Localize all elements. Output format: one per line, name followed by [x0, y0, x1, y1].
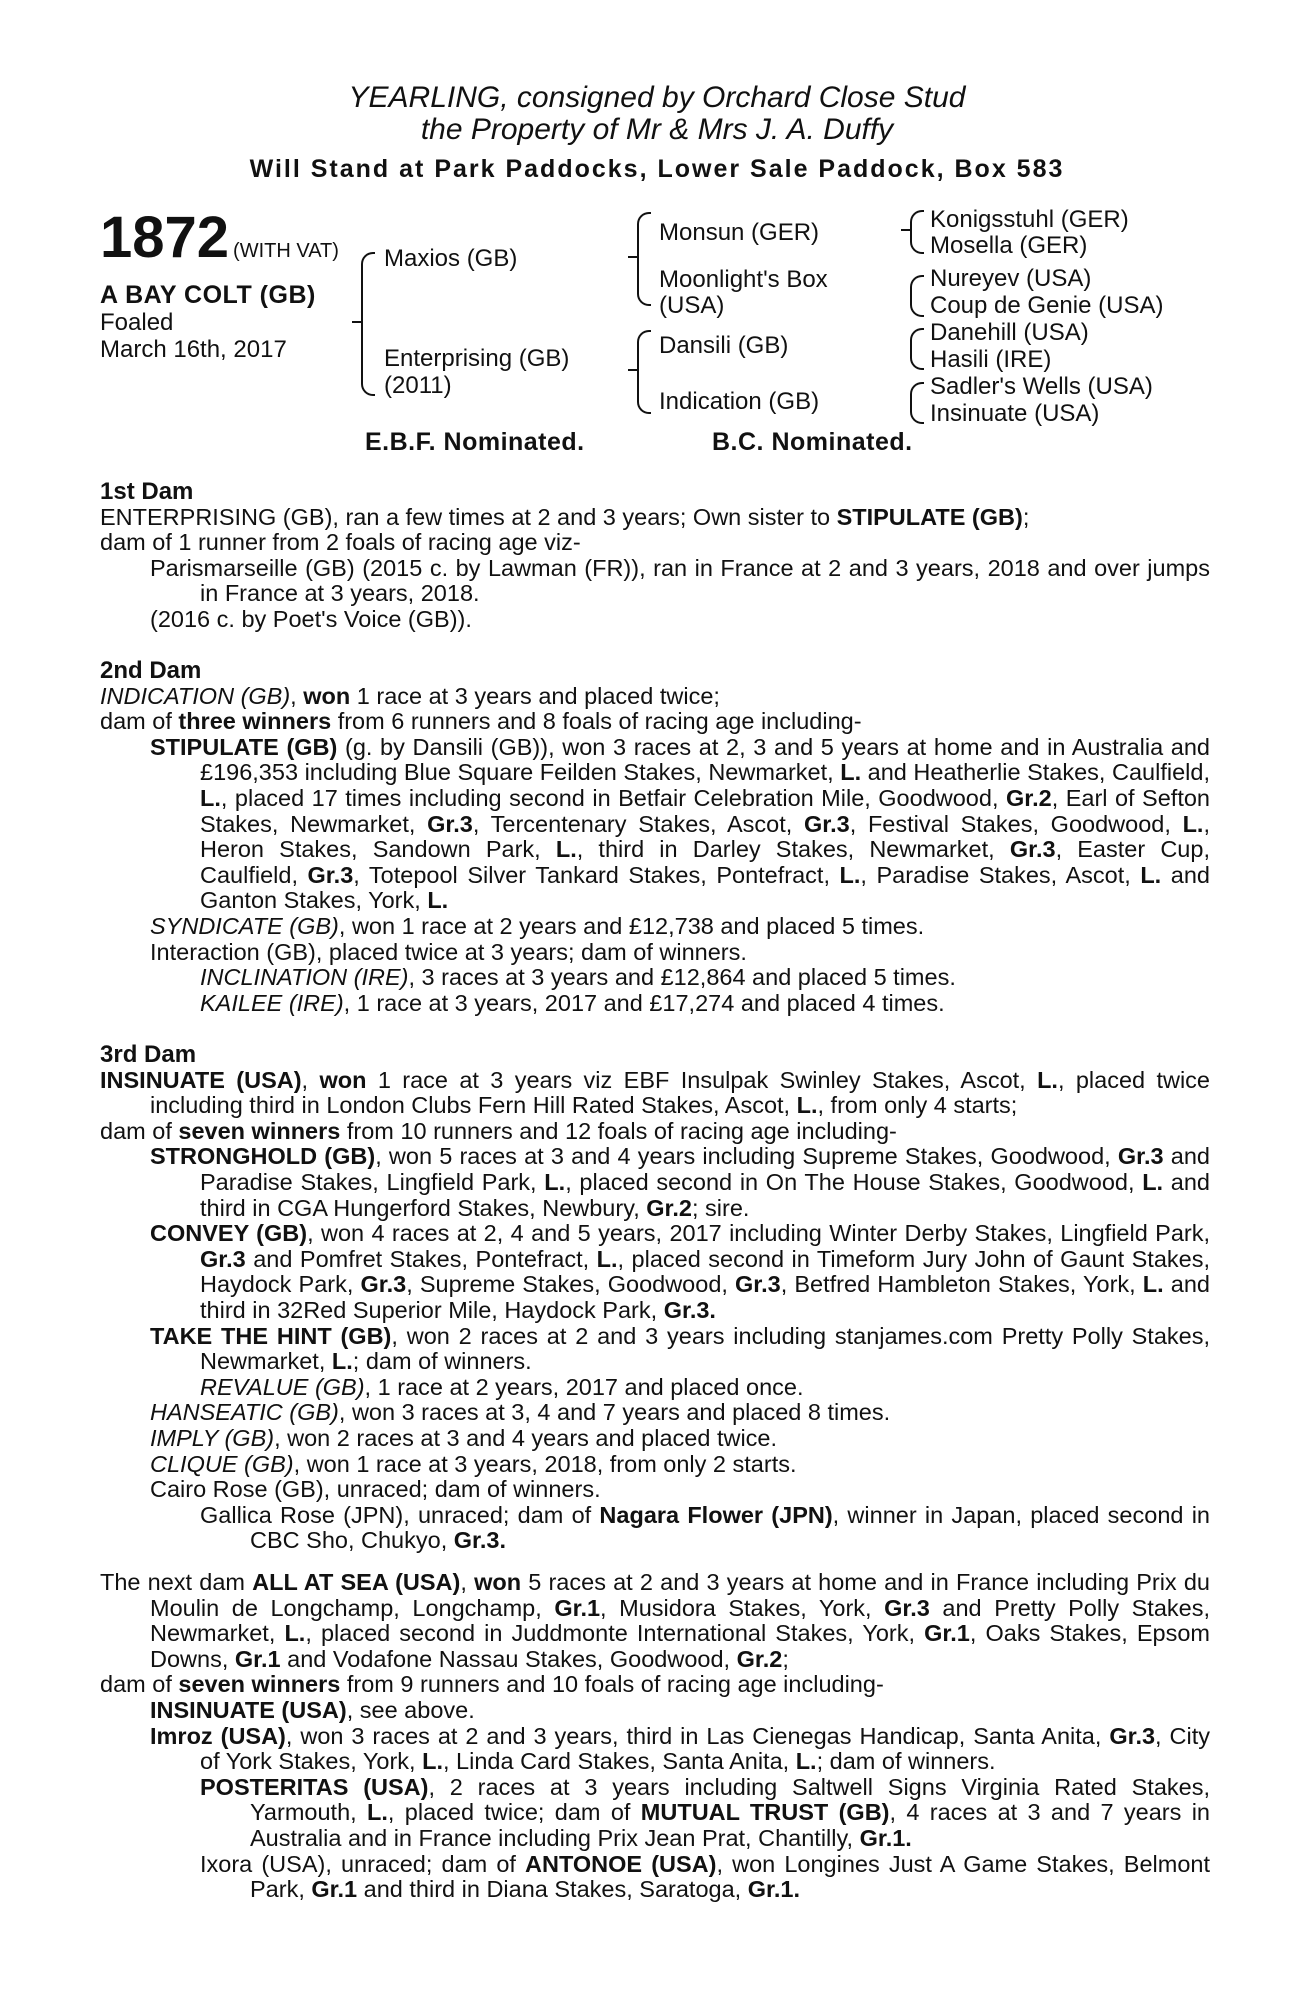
produce-entry: TAKE THE HINT (GB), won 2 races at 2 and 3 years including stanjames.com Pretty Polly Stakes, Newmarket, L.; dam of winners.: [150, 1322, 1210, 1375]
second-dam-section: [100, 658, 1210, 1016]
consignor-line: YEARLING, consigned by Orchard Close Stud: [348, 81, 966, 114]
lot-info: [100, 205, 339, 363]
produce-entry: IMPLY (GB), won 2 races at 3 and 4 years and placed twice.: [150, 1424, 778, 1451]
lot-number: 1872: [100, 205, 230, 270]
produce-entry: (2016 c. by Poet's Voice (GB)).: [150, 605, 472, 632]
pedigree-dss: Danehill (USA): [930, 319, 1089, 346]
next-dam-section: [100, 1570, 1210, 1903]
vat-note: (WITH VAT): [233, 240, 339, 262]
first-dam-produce-intro: dam of 1 runner from 2 foals of racing age viz-: [100, 529, 581, 556]
produce-entry: Parismarseille (GB) (2015 c. by Lawman (FR)), ran in France at 2 and 3 years, 2018 and over jumps in France at 3 years, 2018.: [150, 554, 1210, 607]
pedigree-brace-point: [628, 256, 638, 258]
pedigree-sire-dam-country: (USA): [659, 292, 725, 319]
produce-entry: CONVEY (GB), won 4 races at 2, 4 and 5 years, 2017 including Winter Derby Stakes, Lingfield Park, Gr.3 and Pomfret Stakes, Pontefract, L., placed second in Timeform Jury John of Gaunt Stakes, Haydock Park, Gr.3, Supreme Stakes, Goodwood, Gr.3, Betfred Hambleton Stakes, York, L. and third in 32Red Superior Mile, Haydock Park, Gr.3.: [150, 1220, 1211, 1323]
produce-entry: REVALUE (GB), 1 race at 2 years, 2017 and placed once.: [200, 1373, 804, 1400]
foaled-date: March 16th, 2017: [100, 336, 287, 363]
pedigree-brace: [910, 382, 924, 424]
second-dam-produce-intro: dam of three winners from 6 runners and 8 foals of racing age including-: [100, 708, 862, 735]
third-dam-line: INSINUATE (USA), won 1 race at 3 years viz EBF Insulpak Swinley Stakes, Ascot, L., placed twice including third in London Clubs Fern Hill Rated Stakes, Ascot, L., from only 4 starts;: [100, 1066, 1211, 1119]
produce-entry: Interaction (GB), placed twice at 3 years; dam of winners.: [150, 938, 747, 965]
pedigree-brace-point: [901, 229, 911, 231]
first-dam-line: ENTERPRISING (GB), ran a few times at 2 and 3 years; Own sister to STIPULATE (GB);: [100, 503, 1030, 530]
pedigree-sire: Maxios (GB): [384, 245, 518, 272]
owner-line: the Property of Mr & Mrs J. A. Duffy: [420, 113, 894, 146]
produce-entry: Gallica Rose (JPN), unraced; dam of Nagara Flower (JPN), winner in Japan, placed second in CBC Sho, Chukyo, Gr.3.: [200, 1501, 1210, 1554]
pedigree-dsd: Hasili (IRE): [930, 346, 1052, 373]
third-dam-heading: 3rd Dam: [100, 1041, 197, 1068]
third-dam-produce-intro: dam of seven winners from 10 runners and 12 foals of racing age including-: [100, 1117, 897, 1144]
pedigree-dam: Enterprising (GB): [384, 345, 570, 372]
produce-entry: Imroz (USA), won 3 races at 2 and 3 years, third in Las Cienegas Handicap, Santa Anita, Gr.3, City of York Stakes, York, L., Linda Card Stakes, Santa Anita, L.; dam of winners.: [150, 1722, 1210, 1775]
first-dam-heading: 1st Dam: [100, 478, 194, 505]
produce-entry: Cairo Rose (GB), unraced; dam of winners.: [150, 1476, 601, 1503]
pedigree-sdd: Coup de Genie (USA): [930, 292, 1164, 319]
pedigree-ddd: Insinuate (USA): [930, 400, 1100, 427]
pedigree-sire-sire: Monsun (GER): [659, 219, 820, 246]
bc-nominated: B.C. Nominated.: [712, 428, 913, 456]
second-dam-heading: 2nd Dam: [100, 657, 202, 684]
foaled-label: Foaled: [100, 309, 174, 336]
produce-entry: Ixora (USA), unraced; dam of ANTONOE (USA), won Longines Just A Game Stakes, Belmont Park, Gr.1 and third in Diana Stakes, Saratoga, Gr.1.: [200, 1850, 1210, 1903]
produce-entry: HANSEATIC (GB), won 3 races at 3, 4 and 7 years and placed 8 times.: [150, 1399, 891, 1426]
pedigree-sss: Konigsstuhl (GER): [930, 206, 1129, 233]
produce-entry: STIPULATE (GB) (g. by Dansili (GB)), won 3 races at 2, 3 and 5 years at home and in Australia and £196,353 including Blue Square Feilden Stakes, Newmarket, L. and Heatherlie Stakes, Caulfield, L., placed 17 times including second in Betfair Celebration Mile, Goodwood, Gr.2, Earl of Sefton Stakes, Newmarket, Gr.3, Tercentenary Stakes, Ascot, Gr.3, Festival Stakes, Goodwood, L., Heron Stakes, Sandown Park, L., third in Darley Stakes, Newmarket, Gr.3, Easter Cup, Caulfield, Gr.3, Totepool Silver Tankard Stakes, Pontefract, L., Paradise Stakes, Ascot, L. and Ganton Stakes, York, L.: [150, 733, 1210, 914]
produce-entry: INSINUATE (USA), see above.: [150, 1696, 475, 1723]
first-dam-section: [100, 479, 1210, 633]
produce-entry: STRONGHOLD (GB), won 5 races at 3 and 4 years including Supreme Stakes, Goodwood, Gr.3 and Paradise Stakes, Lingfield Park, L., placed second in On The House Stakes, Goodwood, L. and third in CGA Hungerford Stakes, Newbury, Gr.2; sire.: [150, 1143, 1210, 1221]
stabling-line: Will Stand at Park Paddocks, Lower Sale Paddock, Box 583: [249, 155, 1065, 183]
pedigree-dam-year: (2011): [384, 372, 452, 399]
pedigree-brace: [637, 212, 651, 306]
produce-entry: POSTERITAS (USA), 2 races at 3 years including Saltwell Signs Virginia Rated Stakes, Yarmouth, L., placed twice; dam of MUTUAL TRUST (GB), 4 races at 3 and 7 years in Australia and in France including Prix Jean Prat, Chantilly, Gr.1.: [200, 1773, 1210, 1851]
pedigree-brace-point: [352, 321, 362, 323]
pedigree-brace-point: [628, 369, 638, 371]
next-dam-produce-intro: dam of seven winners from 9 runners and 10 foals of racing age including-: [100, 1671, 884, 1698]
produce-entry: CLIQUE (GB), won 1 race at 3 years, 2018, from only 2 starts.: [150, 1450, 797, 1477]
horse-description: A BAY COLT (GB): [100, 281, 316, 309]
ebf-nominated: E.B.F. Nominated.: [365, 428, 585, 456]
next-dam-line: The next dam ALL AT SEA (USA), won 5 races at 2 and 3 years at home and in France including Prix du Moulin de Longchamp, Longchamp, Gr.1, Musidora Stakes, York, Gr.3 and Pretty Polly Stakes, Newmarket, L., placed second in Juddmonte International Stakes, York, Gr.1, Oaks Stakes, Epsom Downs, Gr.1 and Vodafone Nassau Stakes, Goodwood, Gr.2;: [100, 1569, 1211, 1672]
pedigree-sire-dam: Moonlight's Box: [659, 266, 828, 293]
pedigree-brace: [361, 252, 375, 396]
second-dam-line: INDICATION (GB), won 1 race at 3 years and placed twice;: [100, 682, 720, 709]
pedigree-brace: [637, 330, 651, 414]
pedigree-sds: Nureyev (USA): [930, 265, 1092, 292]
produce-entry: KAILEE (IRE), 1 race at 3 years, 2017 and £17,274 and placed 4 times.: [200, 989, 945, 1016]
pedigree-dam-sire: Dansili (GB): [659, 332, 789, 359]
pedigree-ssd: Mosella (GER): [930, 232, 1088, 259]
produce-entry: SYNDICATE (GB), won 1 race at 2 years and £12,738 and placed 5 times.: [150, 912, 925, 939]
pedigree-dam-dam: Indication (GB): [659, 388, 820, 415]
pedigree-brace: [910, 210, 924, 254]
produce-entry: INCLINATION (IRE), 3 races at 3 years and £12,864 and placed 5 times.: [200, 964, 956, 991]
pedigree-dds: Sadler's Wells (USA): [930, 373, 1153, 400]
pedigree-brace: [910, 328, 924, 370]
lot-header: [0, 82, 1314, 186]
pedigree-brace: [910, 275, 924, 317]
third-dam-section: [100, 1042, 1210, 1554]
